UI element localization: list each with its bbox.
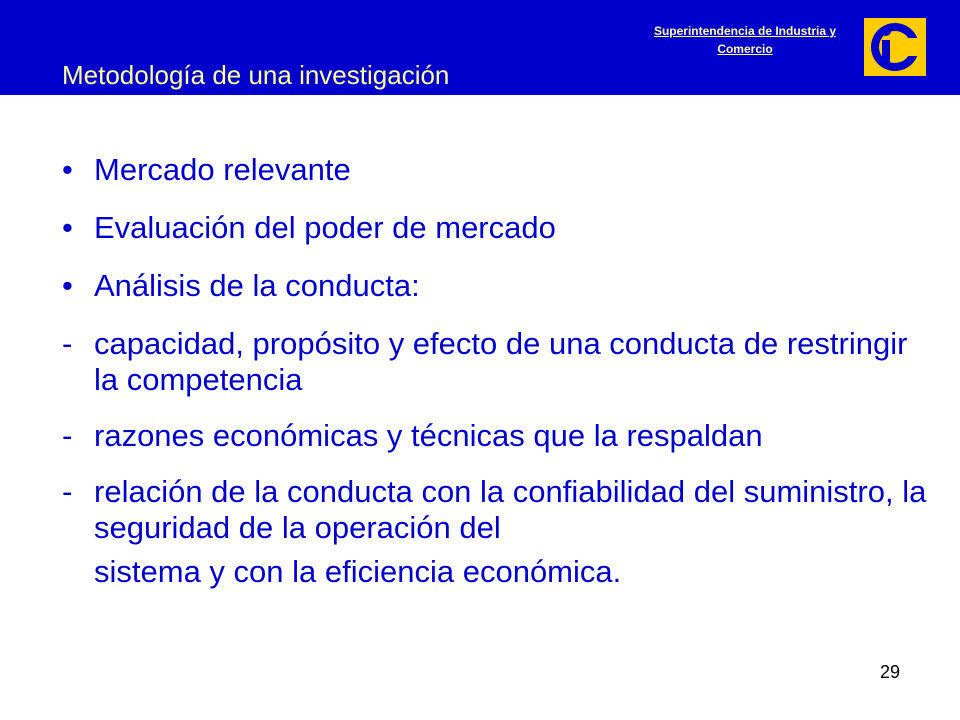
organization-name [630,22,860,58]
list-item [62,210,932,246]
organization-name-line2: Comercio [717,42,773,56]
organization-name-line1: Superintendencia de Industria y [653,24,837,38]
list-item-text: Análisis de la conducta: [94,268,420,303]
dash-marker: - [62,418,73,453]
list-item-text: relación de la conducta con la confiabilidad del suministro, la seguridad de la operación del [94,474,927,545]
list-item-text: Evaluación del poder de mercado [94,210,556,245]
list-item [62,152,932,188]
bullet-marker: • [62,152,73,187]
bullet-marker: • [62,268,73,303]
list-item-text-continuation: sistema y con la eficiencia económica. [94,554,622,589]
list-item-text: Mercado relevante [94,152,351,187]
list-item [62,268,932,304]
list-item-text-block [94,474,932,590]
dash-marker: - [62,326,73,361]
list-item [62,474,932,590]
list-item-text: capacidad, propósito y efecto de una conducta de restringir la competencia [94,326,908,397]
list-item-text: razones económicas y técnicas que la respaldan [94,418,763,453]
page-number: 29 [879,662,900,682]
bullet-list [62,152,932,612]
bullet-marker: • [62,210,73,245]
dash-marker: - [62,474,73,509]
list-item [62,418,932,454]
slide-title: Metodología de una investigación [62,60,450,90]
header-bar [0,0,960,95]
sic-logo-icon [864,18,926,76]
list-item [62,326,932,398]
